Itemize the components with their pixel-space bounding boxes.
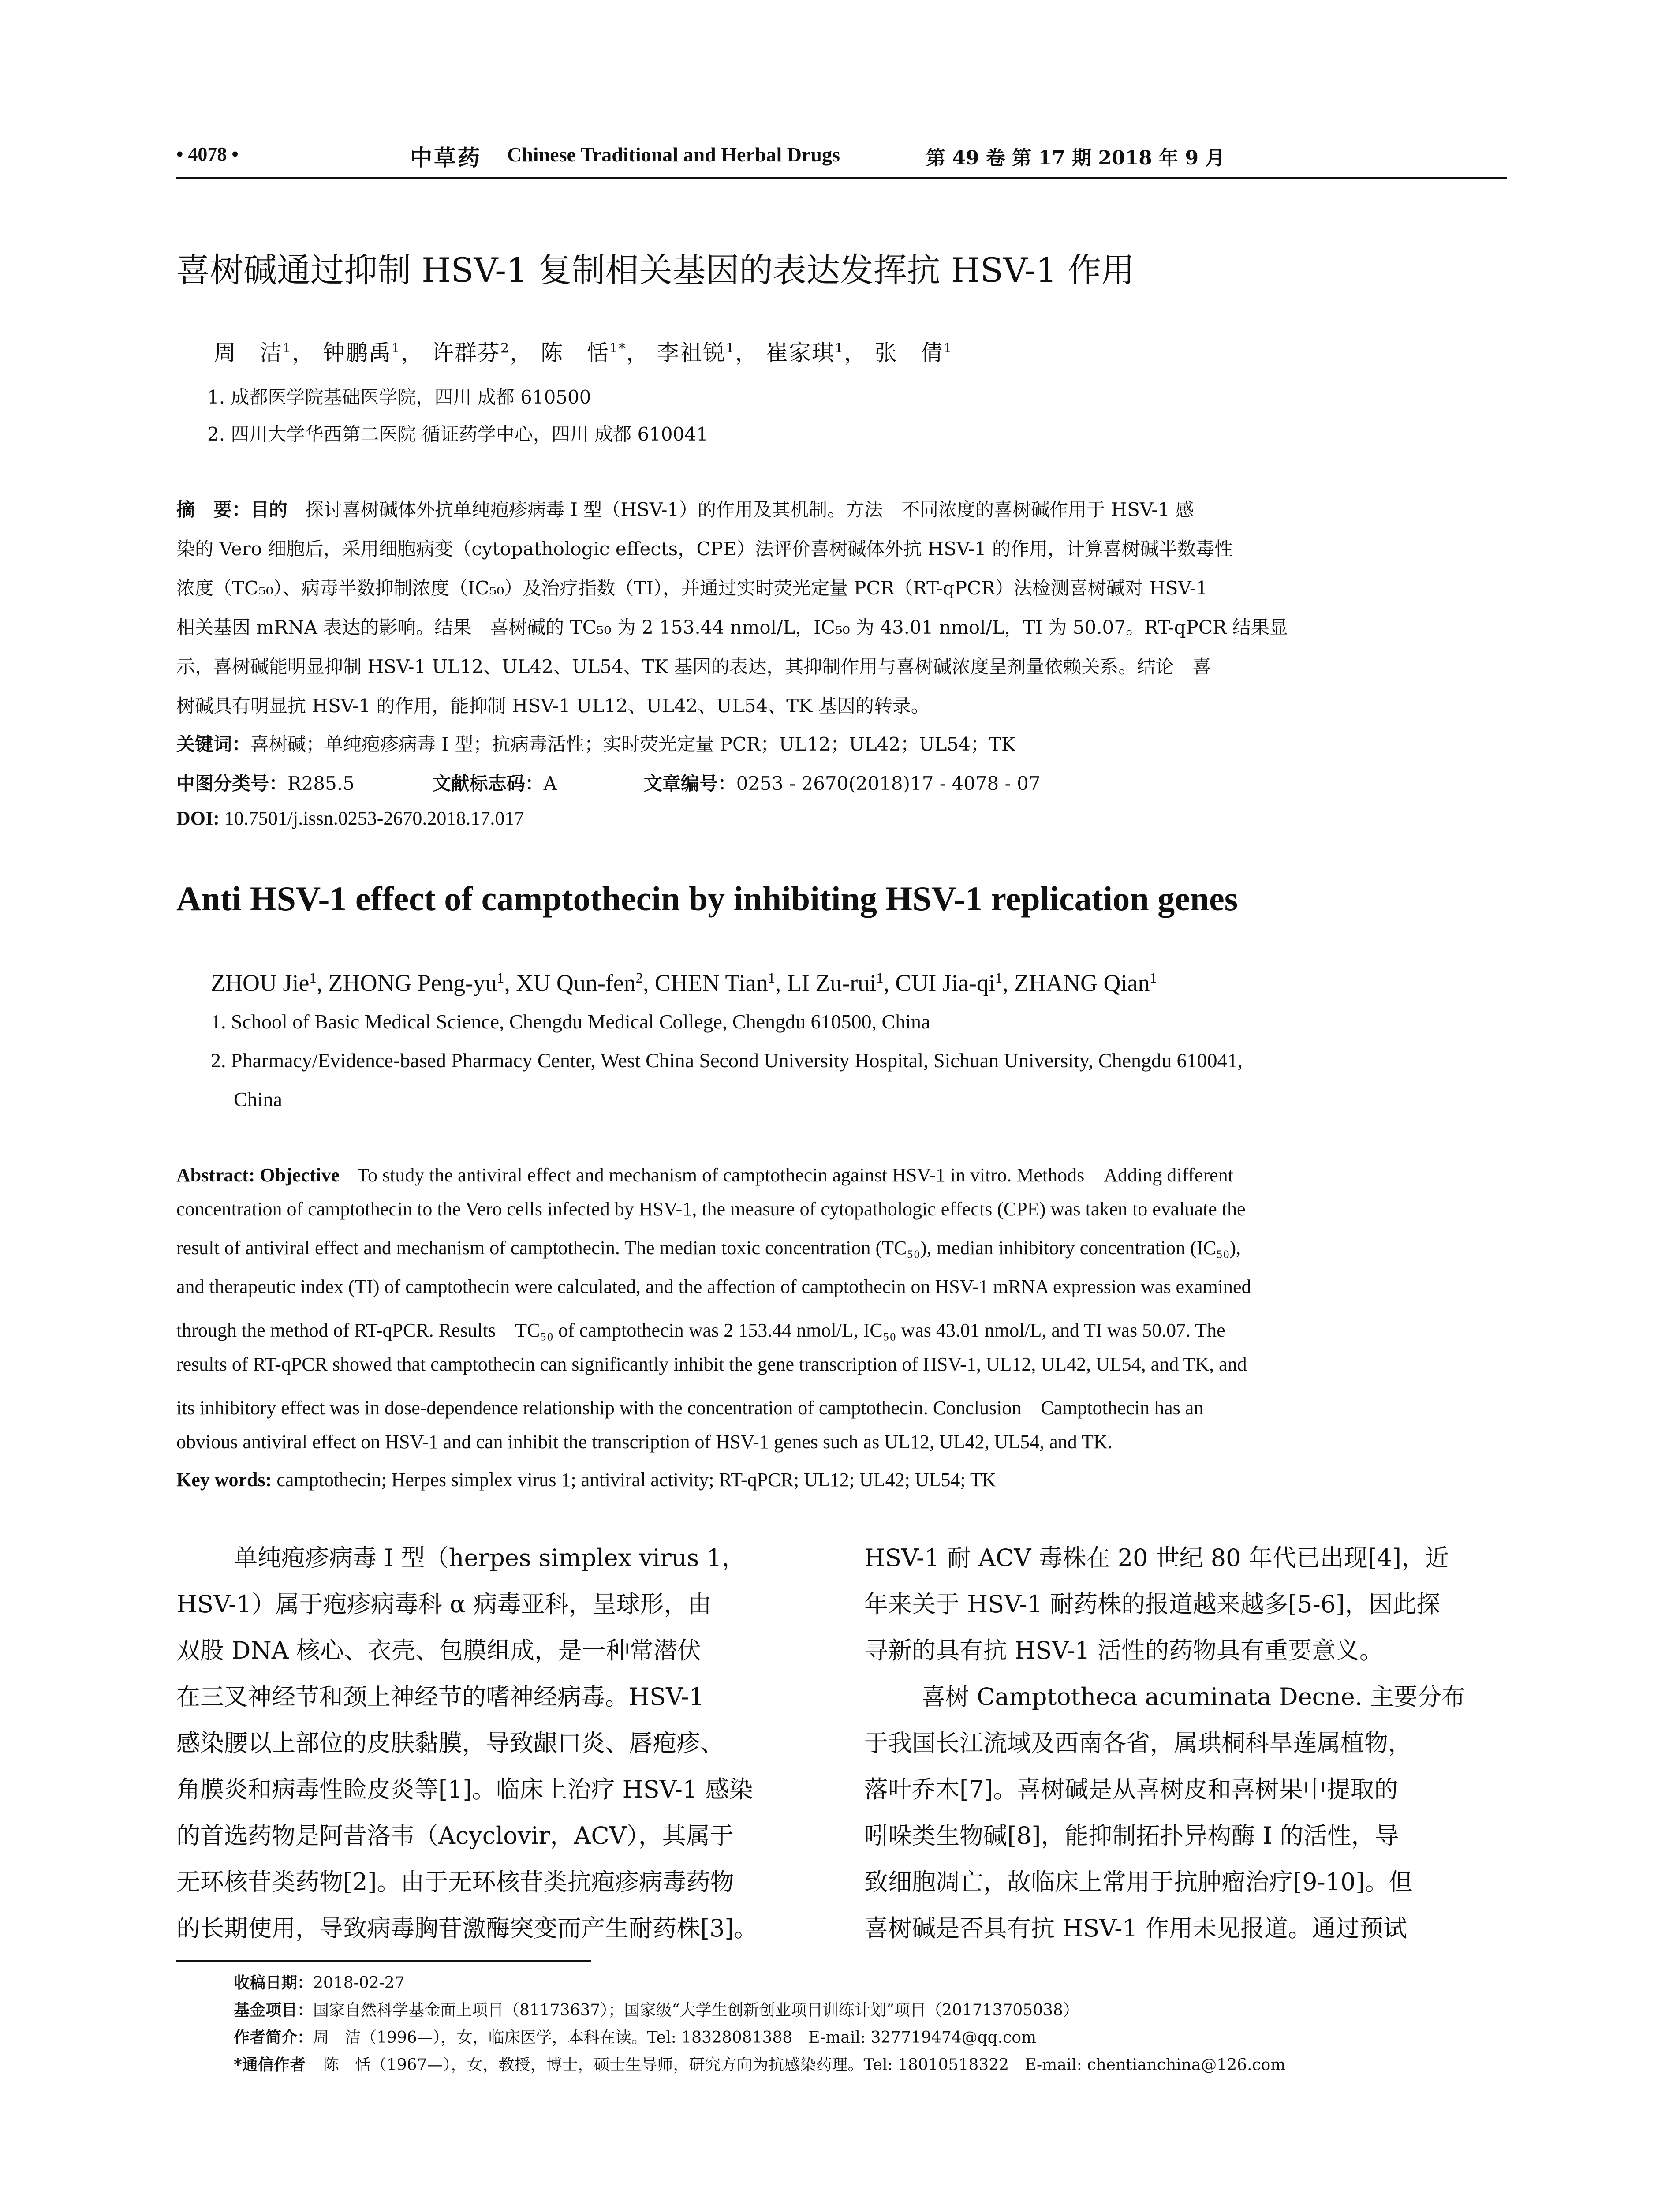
cn-authors: 周 洁$^1$， 钟鹏禹$^1$， 许群芬$^2$， 陈 恬$^{1*}$， 李祖锐$^1$， 崔家琪$^1$， 张 倩$^1$ [214,340,953,366]
en-abstract-label: Abstract: Objective [176,1164,340,1186]
body-line: 喜树碱是否具有抗 HSV-1 作用未见报道。通过预试 [864,1914,1407,1942]
cn-title: 喜树碱通过抑制 HSV-1 复制相关基因的表达发挥抗 HSV-1 作用 [176,250,1135,290]
body-line: 在三叉神经节和颈上神经节的嗜神经病毒。HSV-1 [176,1683,704,1711]
body-line: 吲哚类生物碱[8]，能抑制拓扑异构酶 I 的活性，导 [864,1822,1399,1850]
cn-classification: 中图分类号：R285.5 文献标志码：A 文章编号：0253 - 2670(2018)17 - 4078 - 07 [176,773,1041,794]
body-line: 感染腰以上部位的皮肤黏膜，导致龈口炎、唇疱疹、 [176,1729,724,1757]
en-affiliation: 2. Pharmacy/Evidence-based Pharmacy Center, West China Second University Hospital, Sichuan University, Chengdu 610041, [211,1049,1243,1072]
body-line: 致细胞凋亡，故临床上常用于抗肿瘤治疗[9-10]。但 [864,1868,1413,1896]
cn-author: 周 洁 [214,340,283,366]
body-line: HSV-1）属于疱疹病毒科 α 病毒亚科，呈球形，由 [176,1590,712,1618]
issue-info: 第 49 卷 第 17 期 2018 年 9 月 [926,147,1225,169]
cn-objective-label: 目的 [250,499,288,520]
cn-abstract-label: 摘 要： [176,499,251,520]
cn-abstract-line: 摘 要：目的 探讨喜树碱体外抗单纯疱疹病毒 I 型（HSV-1）的作用及其机制。方法 不同浓度的喜树碱作用于 HSV-1 感 [176,499,1194,520]
en-affiliation: 1. School of Basic Medical Science, Chengdu Medical College, Chengdu 610500, China [211,1010,930,1033]
cn-doi: DOI: 10.7501/j.issn.0253-2670.2018.17.017 [176,807,524,829]
cn-affiliation: 2. 四川大学华西第二医院 循证药学中心，四川 成都 610041 [207,423,708,445]
body-line: 落叶乔木[7]。喜树碱是从喜树皮和喜树果中提取的 [864,1775,1398,1803]
cn-author: 钟鹏禹 [323,340,392,366]
journal-name: Chinese Traditional and Herbal Drugs [507,143,840,166]
body-line: 寻新的具有抗 HSV-1 活性的药物具有重要意义。 [864,1637,1384,1664]
body-line: 无环核苷类药物[2]。由于无环核苷类抗疱疹病毒药物 [176,1868,734,1896]
cn-abstract-line: 树碱具有明显抗 HSV-1 的作用，能抑制 HSV-1 UL12、UL42、UL54、TK 基因的转录。 [176,695,930,717]
body-line: 双股 DNA 核心、衣壳、包膜组成，是一种常潜伏 [176,1637,701,1664]
en-abstract-line: obvious antiviral effect on HSV-1 and can inhibit the transcription of HSV-1 genes such as UL12, UL42, UL54, and TK. [176,1431,1113,1453]
en-abstract-line: through the method of RT-qPCR. Results TC₅₀ of camptothecin was 2 153.44 nmol/L, IC₅₀ was 43.01 nmol/L, and TI was 50.07. The [176,1319,1225,1341]
en-authors: ZHOU Jie$^1$, ZHONG Peng-$yu^1$, XU Qun-fen$^2$, CHEN Tian$^1$, LI Zu-rui$^1$, CUI Jia-$qi^1$, ZHANG Qian$^1$ [211,970,1157,996]
en-abstract-line: its inhibitory effect was in dose-dependence relationship with the concentration of camptothecin. Conclusion Camptothecin has an [176,1397,1204,1419]
journal-logo: 中草药 [410,145,482,171]
en-affiliation: China [234,1088,282,1110]
page-number: • 4078 • [176,143,239,165]
cn-author: 陈 恬 [541,340,609,366]
body-line: 年来关于 HSV-1 耐药株的报道越来越多[5-6]，因此探 [864,1590,1441,1618]
header-rule [176,177,1507,179]
en-abstract-line: Abstract: Objective To study the antiviral effect and mechanism of camptothecin against HSV-1 in vitro. Methods Adding different [176,1164,1233,1186]
footnote-received: 收稿日期：2018-02-27 [234,1973,405,1992]
body-line: 于我国长江流域及西南各省，属珙桐科旱莲属植物， [864,1729,1412,1757]
en-abstract-line: and therapeutic index (TI) of camptothecin were calculated, and the affection of camptothecin on HSV-1 mRNA expression was examined [176,1276,1251,1297]
body-line: 的首选药物是阿昔洛韦（Acyclovir，ACV），其属于 [176,1822,734,1850]
cn-author: 崔家琪 [766,340,835,366]
en-keywords: Key words: camptothecin; Herpes simplex virus 1; antiviral activity; RT-qPCR; UL12; UL42; UL54; TK [176,1469,996,1491]
cn-abstract-line: 染的 Vero 细胞后，采用细胞病变（cytopathologic effects，CPE）法评价喜树碱体外抗 HSV-1 的作用，计算喜树碱半数毒性 [176,538,1233,560]
body-line: HSV-1 耐 ACV 毒株在 20 世纪 80 年代已出现[4]，近 [864,1544,1449,1572]
page-header [176,140,1507,176]
en-title: Anti HSV-1 effect of camptothecin by inhibiting HSV-1 replication genes [176,879,1238,918]
en-abstract-line: concentration of camptothecin to the Vero cells infected by HSV-1, the measure of cytopathologic effects (CPE) was taken to evaluate the [176,1198,1246,1220]
cn-abstract-line: 示，喜树碱能明显抑制 HSV-1 UL12、UL42、UL54、TK 基因的表达，其抑制作用与喜树碱浓度呈剂量依赖关系。结论 喜 [176,656,1211,677]
cn-keywords: 关键词：喜树碱；单纯疱疹病毒 I 型；抗病毒活性；实时荧光定量 PCR；UL12；UL42；UL54；TK [176,733,1015,755]
cn-author: 张 倩 [875,340,944,366]
en-abstract-line: results of RT-qPCR showed that camptothecin can significantly inhibit the gene transcription of HSV-1, UL12, UL42, UL54, and TK, and [176,1353,1247,1375]
footnote-funding: 基金项目：国家自然科学基金面上项目（81173637）；国家级“大学生创新创业项目训练计划”项目（201713705038） [234,2001,1079,2019]
en-abstract-line: result of antiviral effect and mechanism of camptothecin. The median toxic concentration (TC₅₀), median inhibitory concentration (IC₅₀), [176,1237,1241,1259]
footnote-rule [176,1960,591,1962]
cn-author: 李祖锐 [657,340,726,366]
body-line: 单纯疱疹病毒 I 型（herpes simplex virus 1， [234,1544,746,1572]
cn-affiliation: 1. 成都医学院基础医学院，四川 成都 610500 [207,386,591,408]
footnote-author-bio: 作者简介：周 洁（1996—），女，临床医学，本科在读。Tel: 18328081388 E-mail: 327719474@qq.com [234,2028,1037,2047]
footnote-corresponding: *通信作者 陈 恬（1967—），女，教授，博士，硕士生导师，研究方向为抗感染药理。Tel: 18010518322 E-mail: chentianchina@126.com [234,2056,1286,2074]
body-line: 的长期使用，导致病毒胸苷激酶突变而产生耐药株[3]。 [176,1914,758,1942]
cn-abstract-line: 相关基因 mRNA 表达的影响。结果 喜树碱的 TC₅₀ 为 2 153.44 nmol/L，IC₅₀ 为 43.01 nmol/L，TI 为 50.07。RT-qPCR 结果显 [176,617,1288,638]
body-line: 角膜炎和病毒性睑皮炎等[1]。临床上治疗 HSV-1 感染 [176,1775,753,1803]
body-line: 喜树 Camptotheca acuminata Decne. 主要分布 [922,1683,1465,1711]
cn-abstract-line: 浓度（TC₅₀）、病毒半数抑制浓度（IC₅₀）及治疗指数（TI），并通过实时荧光定量 PCR（RT-qPCR）法检测喜树碱对 HSV-1 [176,577,1208,599]
cn-author: 许群芬 [432,340,500,366]
